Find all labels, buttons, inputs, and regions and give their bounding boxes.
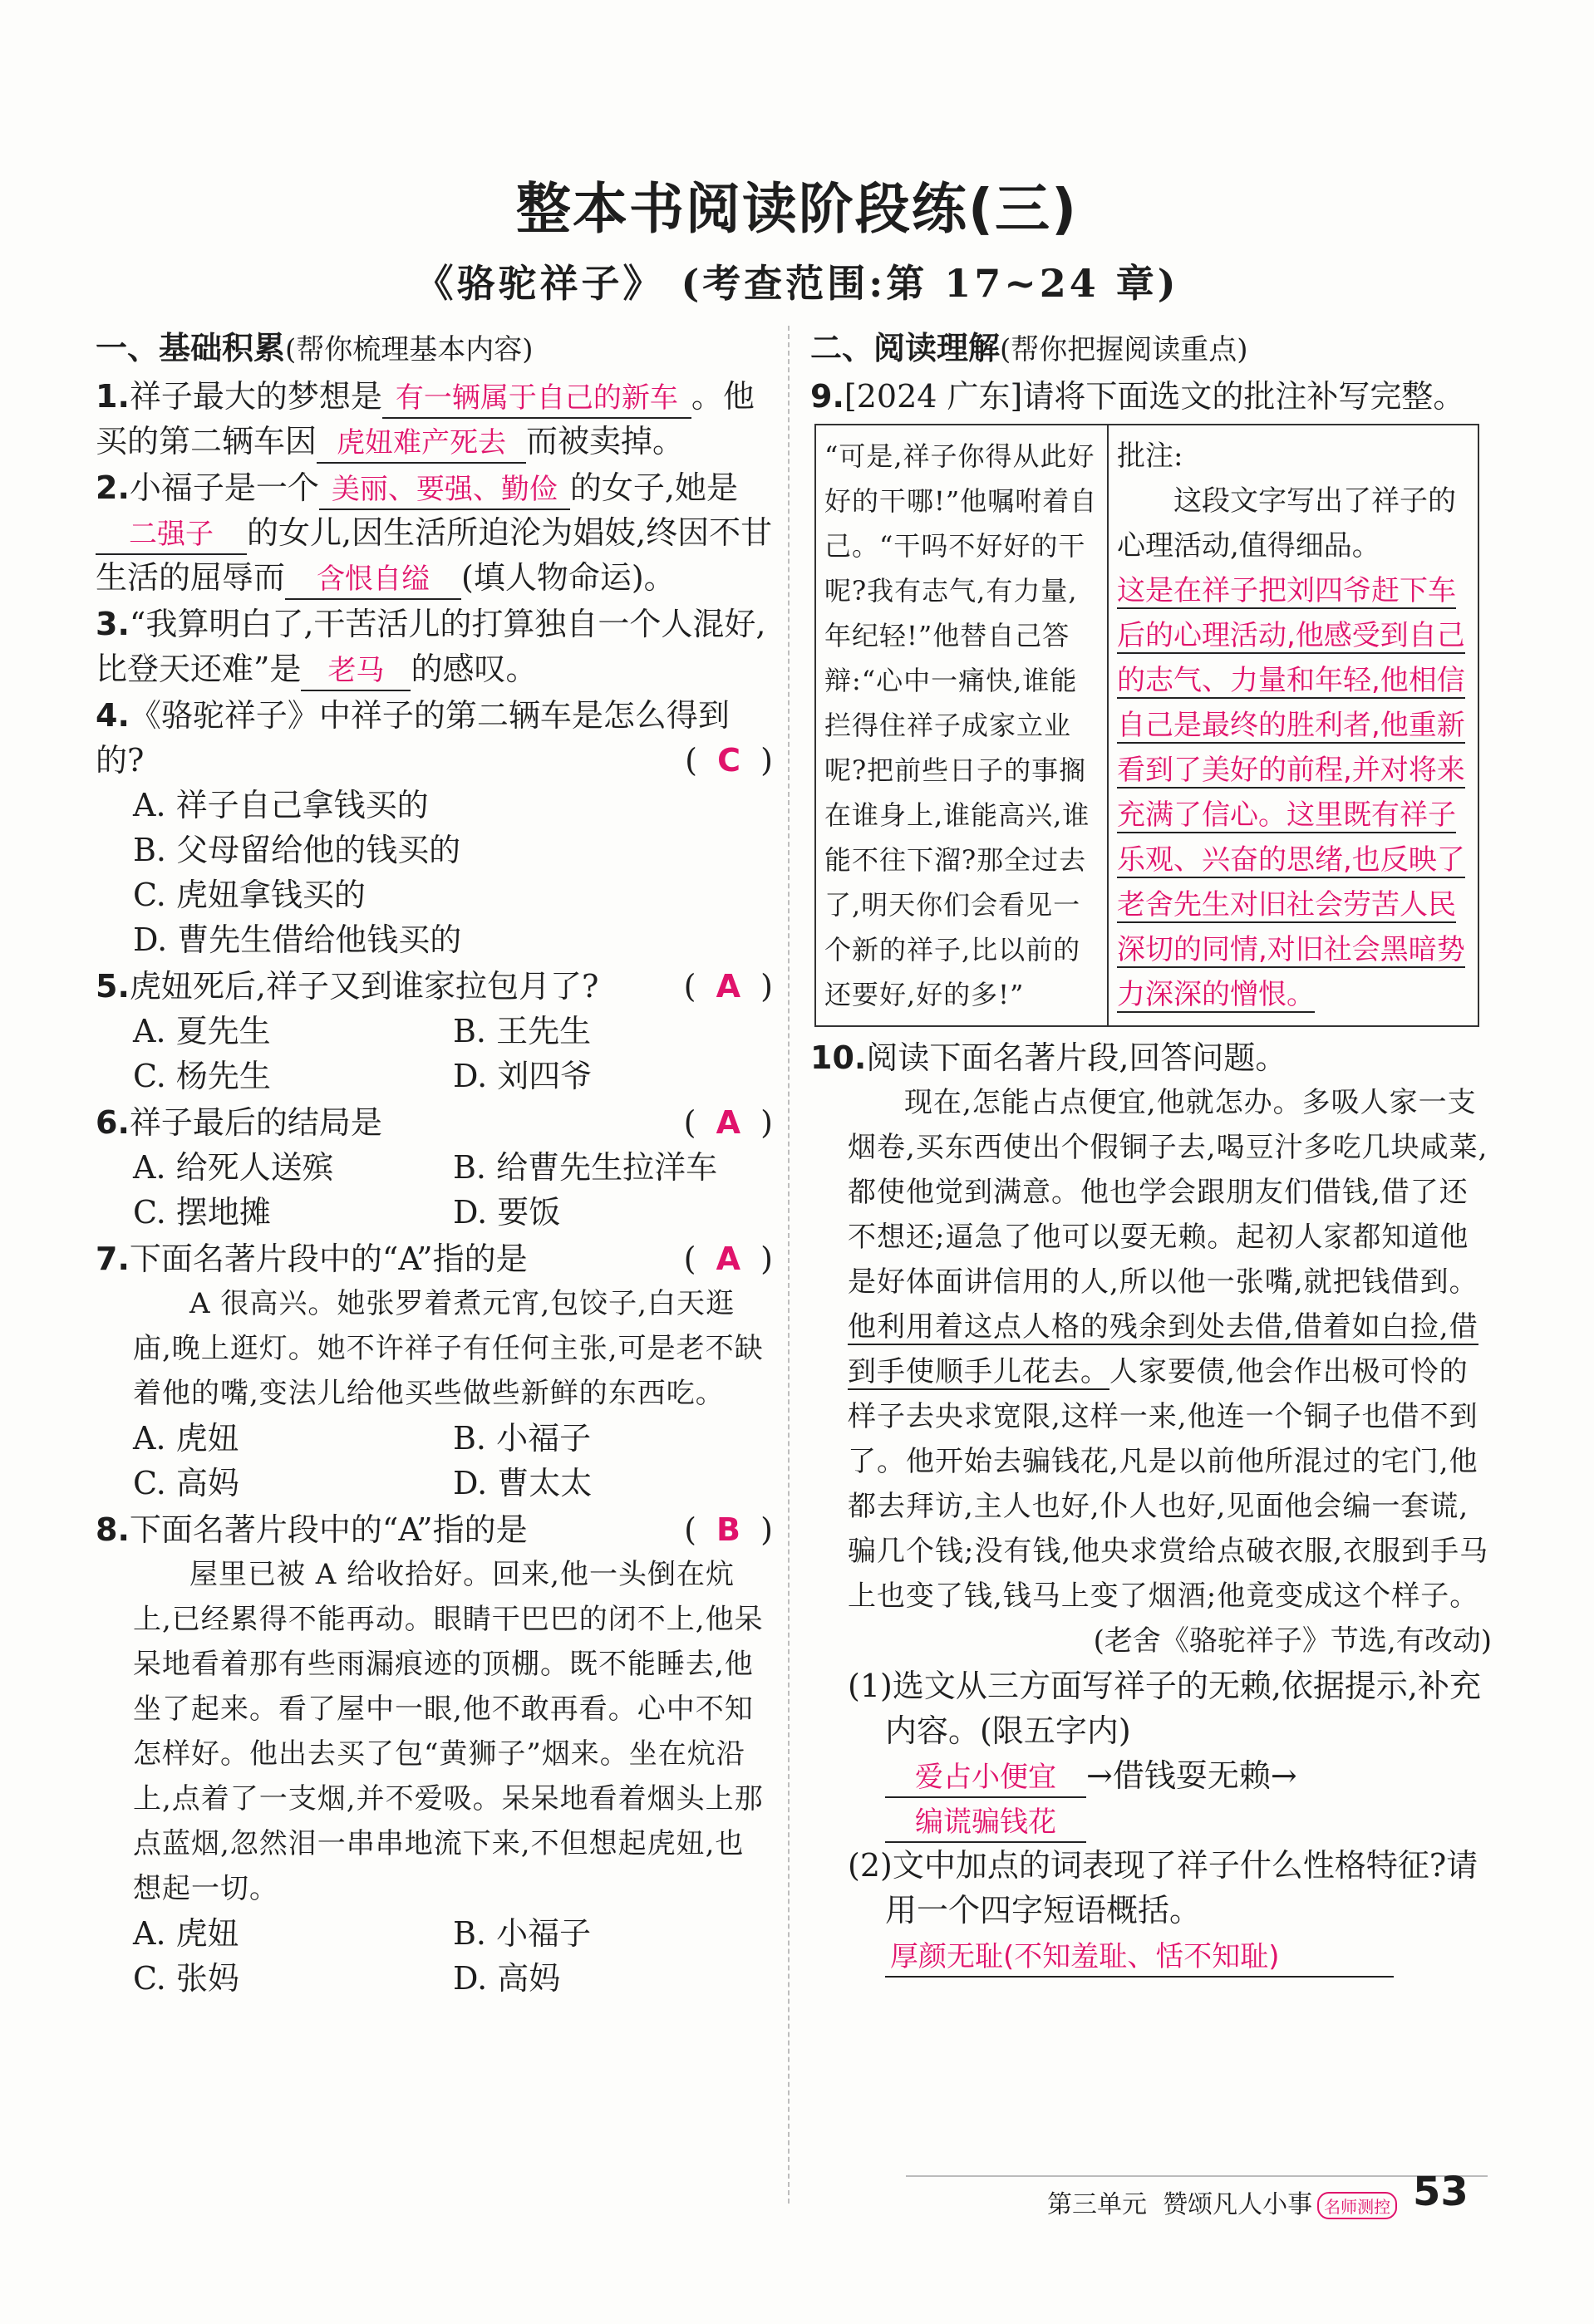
footer-rule	[906, 2175, 1488, 2177]
excerpt-passage: 屋里已被 A 给收拾好。回来,他一头倒在炕上,已经累得不能再动。眼睛干巴巴的闭不上,他呆呆地看着那有些雨漏痕迹的顶棚。既不能睡去,他坐了起来。看了屋中一眼,他不敢再看。心中不知怎样好。他出去买了包“黄狮子”烟来。坐在炕沿上,点着了一支烟,并不爱吸。呆呆地看着烟头上那点蓝烟,忽然泪一串串地流下来,不但想起虎妞,也想起一切。	[133, 1558, 764, 1905]
page-title: 整本书阅读阶段练(三)	[515, 177, 1079, 241]
sub1-answer: 爱占小便宜 →借钱耍无赖→编谎骗钱花	[810, 1753, 1492, 1843]
section-heading-reading: 二、阅读理解(帮你把握阅读重点)	[810, 330, 1248, 366]
question-9: 9.[2024 广东]请将下面选文的批注补写完整。 “可是,祥子你得从此好好的干哪!”他嘱咐着自己。“干吗不好好的干呢?我有志气,有力量,年纪轻!”他替自己答辩:“心中一痛快,谁能拦得住祥子成家立业呢?把前些日子的事搁在谁身上,谁能高兴,谁能不往下溜?那全过去了,明天你们会看见一个新的祥子,比以前的还要好,好的多!” 批注: 这段文字写出了祥子的心理活动,值得细品。 这是在祥子把刘四爷赶下车后的心理活动,他感受到自己的志气、力量和年轻,他相信自己是最终的胜利者,他重新看到了美好的前程,并对将来充满了信心。这里既有祥子乐观、兴奋的思绪,也反映了老舍先生对旧社会劳苦人民深切的同情,对旧社会黑暗势力深深的憎恨。	[810, 374, 1492, 1027]
footer-unit: 第三单元 赞颂凡人小事 名师测控	[1047, 2184, 1397, 2220]
section-heading-basic: 一、基础积累(帮你梳理基本内容)	[96, 330, 534, 366]
question-8: 8.下面名著片段中的“A”指的是 ( B ) 屋里已被 A 给收拾好。回来,他一头倒在炕上,已经累得不能再动。眼睛干巴巴的闭不上,他呆呆地看着那有些雨漏痕迹的顶棚。既不能睡去,他坐了起来。看了屋中一眼,他不敢再看。心中不知怎样好。他出去买了包“黄狮子”烟来。坐在炕沿上,点着了一支烟,并不爱吸。呆呆地看着烟头上那点蓝烟,忽然泪一串串地流下来,不但想起虎妞,也想起一切。 A. 虎妞 B. 小福子 C. 张妈 D. 高妈	[96, 1511, 773, 1997]
excerpt-passage: 现在,怎能占点便宜,他就怎办。多吸人家一支烟卷,买东西使出个假铜子去,喝豆汁多吃几块咸菜,都使他觉到满意。他也学会跟朋友们借钱,借了还不想还;逼急了他可以耍无赖。起初人家都知道他是好体面讲信用的人,所以他一张嘴,就把钱借到。他利用着这点人格的残余到处去借,借着如白捡,借到手使顺手儿花去。人家要债,他会作出极可怜的样子去央求宽限,这样一来,他连一个铜子也借不到了。他开始去骗钱花,凡是以前他所混过的宅门,他都去拜访,主人也好,仆人也好,见面他会编一套谎,骗几个钱;没有钱,他央求赏给点破衣服,衣服到手马上也变了钱,钱马上变了烟酒;他竟变成这个样子。	[848, 1086, 1489, 1613]
source-text: “可是,祥子你得从此好好的干哪!”他嘱咐着自己。“干吗不好好的干呢?我有志气,有力量,年纪轻!”他替自己答辩:“心中一痛快,谁能拦得住祥子成家立业呢?把前些日子的事搁在谁身上,谁能高兴,谁能不往下溜?那全过去了,明天你们会看见一个新的祥子,比以前的还要好,好的多!”	[815, 425, 1108, 1026]
question-1: 1.祥子最大的梦想是 有一辆属于自己的新车 。他买的第二辆车因 虎妞难产死去 而被卖掉。	[96, 374, 773, 464]
annotation-table	[814, 424, 1479, 1027]
brand-badge: 名师测控	[1317, 2192, 1397, 2219]
left-column	[96, 326, 773, 2001]
right-column	[810, 326, 1492, 1978]
question-2: 2.小福子是一个 美丽、要强、勤俭 的女子,她是二强子 的女儿,因生活所迫沦为娼妓,终因不甘生活的屈辱而 含恨自缢 (填人物命运)。	[96, 465, 773, 600]
question-3: 3.“我算明白了,干苦活儿的打算独自一个人混好,比登天还难”是 老马 的感叹。	[96, 602, 773, 691]
question-10: 10.阅读下面名著片段,回答问题。 现在,怎能占点便宜,他就怎办。多吸人家一支烟卷,买东西使出个假铜子去,喝豆汁多吃几块咸菜,都使他觉到满意。他也学会跟朋友们借钱,借了还不想还;逼急了他可以耍无赖。起初人家都知道他是好体面讲信用的人,所以他一张嘴,就把钱借到。他利用着这点人格的残余到处去借,借着如白捡,借到手使顺手儿花去。人家要债,他会作出极可怜的样子去央求宽限,这样一来,他连一个铜子也借不到了。他开始去骗钱花,凡是以前他所混过的宅门,他都去拜访,主人也好,仆人也好,见面他会编一套谎,骗几个钱;没有钱,他央求赏给点破衣服,衣服到手马上也变了钱,钱马上变了烟酒;他竟变成这个样子。 (老舍《骆驼祥子》节选,有改动) (1)选文从三方面写祥子的无赖,依据提示,补充内容。(限五字内) 爱占小便宜 →借钱耍无赖→编谎骗钱花 (2)文中加点的词表现了祥子什么性格特征?请用一个四字短语概括。 厚颜无耻(不知羞耻、恬不知耻)	[810, 1035, 1492, 1978]
question-6: 6.祥子最后的结局是 ( A ) A. 给死人送殡 B. 给曹先生拉洋车 C. 摆地摊 D. 要饭	[96, 1104, 773, 1231]
sub2-answer: 厚颜无耻(不知羞耻、恬不知耻)	[890, 1940, 1280, 1973]
page-subtitle: 《骆驼祥子》 (考查范围:第 17~24 章)	[415, 261, 1179, 306]
answer-blank: 有一辆属于自己的新车	[395, 381, 678, 415]
question-7: 7.下面名著片段中的“A”指的是 ( A ) A 很高兴。她张罗着煮元宵,包饺子,白天逛庙,晚上逛灯。她不许祥子有任何主张,可是老不缺着他的嘴,变法儿给他买些做些新鲜的东西吃。 A. 虎妞 B. 小福子 C. 高妈 D. 曹太太	[96, 1241, 773, 1501]
question-5: 5.虎妞死后,祥子又到谁家拉包月了? ( A ) A. 夏先生 B. 王先生 C. 杨先生 D. 刘四爷	[96, 968, 773, 1094]
column-divider	[788, 326, 790, 2204]
question-4: 4.《骆驼祥子》中祥子的第二辆车是怎么得到的? ( C ) A. 祥子自己拿钱买的 B. 父母留给他的钱买的 C. 虎妞拿钱买的 D. 曹先生借给他钱买的	[96, 697, 773, 958]
excerpt-passage: A 很高兴。她张罗着煮元宵,包饺子,白天逛庙,晚上逛灯。她不许祥子有任何主张,可是老不缺着他的嘴,变法儿给他买些做些新鲜的东西吃。	[133, 1287, 764, 1410]
choice-answer: C	[717, 742, 741, 779]
source-note: (老舍《骆驼祥子》节选,有改动)	[1093, 1624, 1492, 1658]
annotation-cell: 批注: 这段文字写出了祥子的心理活动,值得细品。 这是在祥子把刘四爷赶下车后的心理活动,他感受到自己的志气、力量和年轻,他相信自己是最终的胜利者,他重新看到了美好的前程,并对将来充满了信心。这里既有祥子乐观、兴奋的思绪,也反映了老舍先生对旧社会劳苦人民深切的同情,对旧社会黑暗势力深深的憎恨。	[1108, 425, 1478, 1026]
underlined-sentence: 他利用着这点人格的残余到处去借,借着如白捡,借到手使顺手儿花去。	[848, 1310, 1478, 1388]
annotation-answer: 这是在祥子把刘四爷赶下车后的心理活动,他感受到自己的志气、力量和年轻,他相信自己是最终的胜利者,他重新看到了美好的前程,并对将来充满了信心。这里既有祥子乐观、兴奋的思绪,也反映了老舍先生对旧社会劳苦人民深切的同情,对旧社会黑暗势力深深的憎恨。	[1117, 574, 1465, 1011]
page-number: 53	[1413, 2169, 1469, 2215]
